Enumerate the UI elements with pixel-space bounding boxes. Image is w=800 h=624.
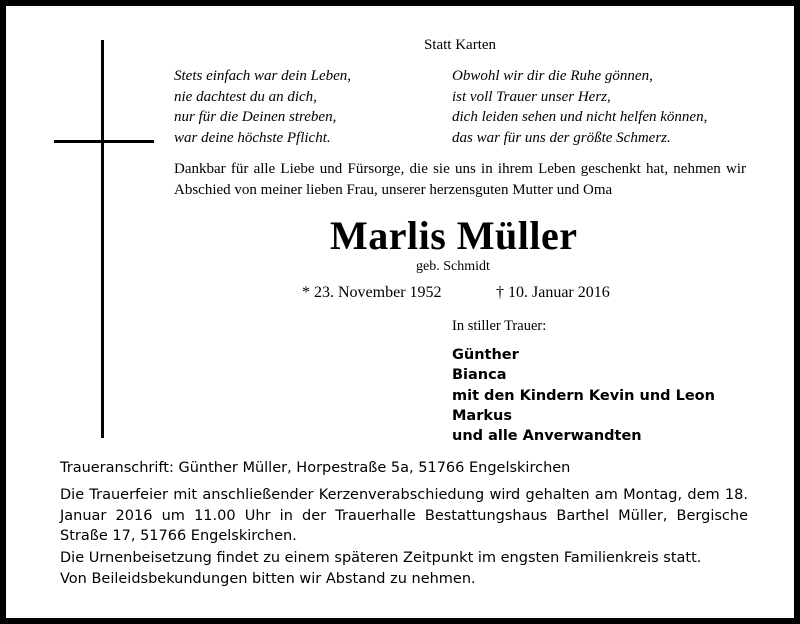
deceased-name: Marlis Müller <box>330 213 578 258</box>
mourner-name: Markus <box>452 407 512 424</box>
mourner-name: Günther <box>452 347 519 363</box>
poem-left-stanza <box>174 66 351 148</box>
closing-note: Von Beileidsbekundungen bitten wir Abstand zu nehmen. <box>60 570 476 587</box>
poem-line: dich leiden sehen und nicht helfen können, <box>452 109 708 125</box>
maiden-name: geb. Schmidt <box>416 259 490 274</box>
birth-date: * 23. November 1952 <box>302 284 442 301</box>
closing-notes <box>60 548 748 589</box>
poem-line: nur für die Deinen streben, <box>174 109 337 125</box>
notice-header: Statt Karten <box>423 37 497 53</box>
cross-horizontal-bar <box>54 140 154 143</box>
intro-text: Dankbar für alle Liebe und Fürsorge, die sie uns in ihrem Leben geschenkt hat, nehmen wir Abschied von meiner lieben Frau, unserer herzensguten Mutter und Oma <box>174 161 746 198</box>
mourning-heading: In stiller Trauer: <box>452 318 547 334</box>
mourner-name: und alle Anverwandten <box>452 428 642 445</box>
funeral-details: Die Trauerfeier mit anschließender Kerzenverabschiedung wird gehalten am Montag, dem 18. Januar 2016 um 11.00 Uhr in der Trauerhalle Bestattungshaus Barthel Müller, Bergische Straße 17, 51766 Engelskirchen. <box>60 487 748 544</box>
cross-vertical-bar <box>101 40 104 438</box>
closing-note: Die Urnenbeisetzung findet zu einem späteren Zeitpunkt im engsten Familienkreis statt. <box>60 550 702 566</box>
poem-right-stanza <box>452 66 707 148</box>
poem-line: nie dachtest du an dich, <box>174 88 317 105</box>
mourner-name: mit den Kindern Kevin und Leon <box>452 387 715 404</box>
poem-line: das war für uns der größte Schmerz. <box>452 129 671 146</box>
poem-line: ist voll Trauer unser Herz, <box>452 88 611 105</box>
poem-line: Stets einfach war dein Leben, <box>174 68 352 84</box>
poem-line: Obwohl wir dir die Ruhe gönnen, <box>452 68 653 84</box>
mourner-name: Bianca <box>452 367 507 384</box>
poem-line: war deine höchste Pflicht. <box>174 129 331 146</box>
death-date: † 10. Januar 2016 <box>496 284 610 301</box>
mourners-list <box>452 345 715 446</box>
mourning-address: Traueranschrift: Günther Müller, Horpestraße 5a, 51766 Engelskirchen <box>60 460 571 476</box>
